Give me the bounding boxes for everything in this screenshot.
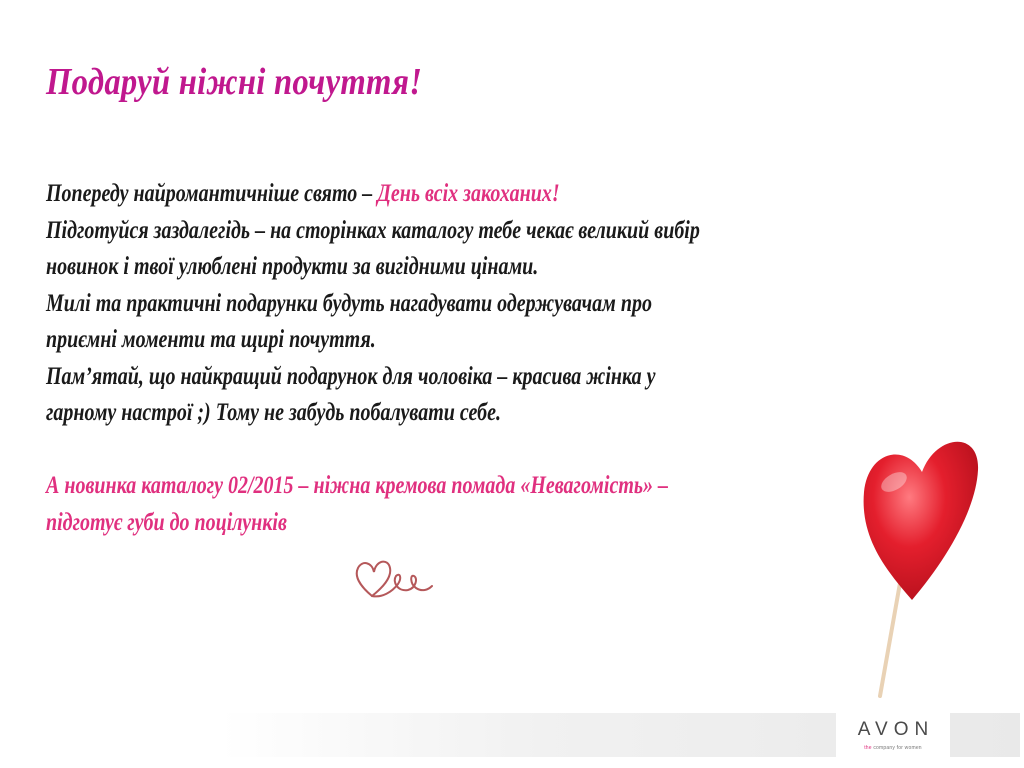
product-promo-line: підготує губи до поцілунків <box>46 508 287 536</box>
text-segment: Попереду найромантичніше свято – <box>46 180 378 207</box>
avon-logo: AVON <box>857 719 935 740</box>
page-title: Подаруй ніжні почуття! <box>46 61 423 103</box>
product-promo-line: А новинка каталогу 02/2015 – ніжна кремова помада «Невагомість» – <box>46 472 669 499</box>
tagline-rest: company for women <box>871 745 922 751</box>
text-line: Підготуйся заздалегідь – на сторінках каталогу тебе чекає великий вибір <box>46 216 700 244</box>
heart-lollipop-icon <box>856 420 986 700</box>
paragraph-spacer <box>46 432 798 469</box>
avon-tagline <box>864 745 922 751</box>
valentines-day-highlight: День всіх закоханих! <box>377 180 560 207</box>
text-line: Милі та практичні подарунки будуть нагадувати одержувачам про <box>46 289 652 317</box>
avon-logo-box <box>836 713 950 757</box>
text-line: Пам’ятай, що найкращий подарунок для чоловіка – красива жінка у <box>46 362 656 390</box>
message-body <box>46 176 798 541</box>
text-line: приємні моменти та щирі почуття. <box>46 326 376 353</box>
text-line <box>46 176 798 213</box>
text-line: гарному настрої ;) Тому не забудь побалувати себе. <box>46 399 501 426</box>
heart-doodle-icon <box>352 548 434 606</box>
tagline-the: the <box>864 745 872 751</box>
text-line: новинок і твої улюблені продукти за вигідними цінами. <box>46 253 539 280</box>
